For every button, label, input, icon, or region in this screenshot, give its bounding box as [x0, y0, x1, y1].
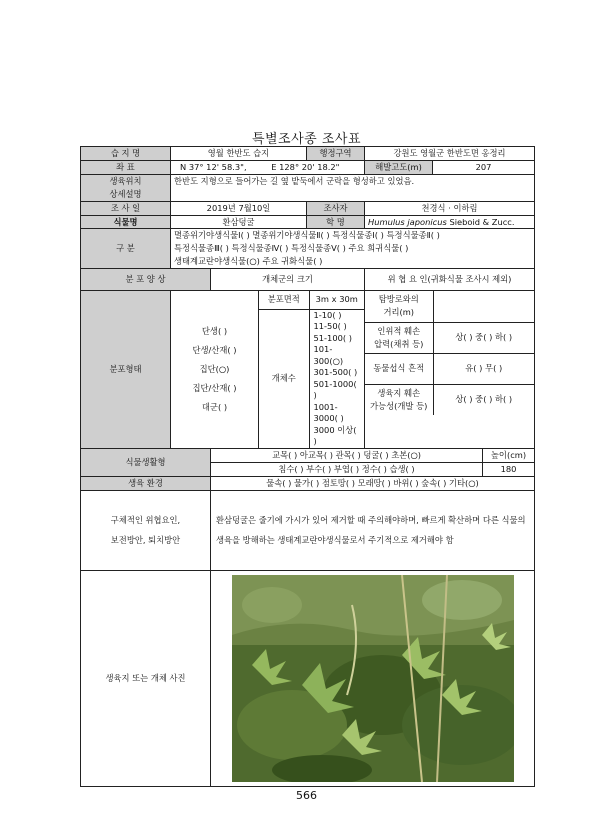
category-options	[171, 229, 535, 269]
threat-factors-header: 위 협 요 인(귀화식물 조사시 제외)	[365, 269, 535, 291]
threat-factors-inner	[365, 291, 534, 415]
location-detail-label	[81, 174, 171, 201]
location-label-line1: 생육위치	[109, 175, 142, 186]
distribution-area-label: 분포면적	[259, 291, 309, 309]
count-option: 51-100( )	[313, 332, 352, 343]
admin-area-value: 강원도 영월군 한반도면 옹정리	[365, 147, 535, 161]
coordinate-label: 좌 표	[81, 160, 171, 174]
count-option: 301-500( )	[313, 367, 358, 378]
habitat-damage-value: 상( ) 중( ) 하( )	[433, 384, 534, 415]
population-size-header: 개체군의 크기	[211, 269, 365, 291]
human-damage-value: 상( ) 중( ) 하( )	[433, 322, 534, 353]
plant-photo	[232, 575, 514, 782]
height-value: 180	[483, 462, 535, 476]
life-form-label: 식물생활형	[81, 448, 211, 476]
distribution-form-option: 단생( )	[201, 325, 228, 336]
population-size-cell	[259, 291, 365, 449]
count-option: 501-1000( )	[313, 378, 357, 401]
scientific-name-author: Sieboid & Zucc.	[449, 216, 515, 227]
photo-label: 생육지 또는 개체 사진	[81, 570, 211, 786]
plant-name-value: 환삼덩굴	[171, 215, 307, 229]
admin-area-label: 행정구역	[307, 147, 365, 161]
habitat-damage-label-line2: 가능성(개발 등)	[370, 400, 428, 411]
plant-name-label: 식물명	[81, 215, 171, 229]
habitat-env-value: 물속( ) 물가( ) 점토땅( ) 모래땅( ) 바위( ) 숲속( ) 기타(○)	[211, 476, 535, 490]
scientific-name-label: 학 명	[307, 215, 365, 229]
human-damage-label-line1: 인위적 훼손	[377, 325, 421, 336]
coordinate-north: N 37° 12' 58.3",	[180, 161, 247, 172]
distribution-form-options	[171, 291, 259, 449]
distribution-area-value: 3m x 30m	[309, 291, 364, 309]
count-option: 101-300(○)	[313, 344, 344, 366]
coordinate-value	[171, 160, 365, 174]
scientific-name-value	[365, 215, 535, 229]
distribution-form-option: 대군( )	[201, 401, 228, 412]
surveyor-label: 조사자	[307, 201, 365, 215]
location-detail-value: 한반도 지형으로 들어가는 길 옆 밭둑에서 군락을 형성하고 있었음.	[171, 174, 535, 201]
survey-table	[80, 146, 535, 787]
wetland-name-value: 영월 한반도 습지	[171, 147, 307, 161]
threat-factors-cell	[365, 291, 535, 449]
distribution-form-label: 분포형태	[81, 291, 171, 449]
altitude-label: 해발고도(m)	[365, 160, 433, 174]
distribution-form-option: 집단(○)	[199, 363, 230, 374]
page-number: 566	[296, 789, 317, 802]
trail-distance-label-line2: 거리(m)	[383, 307, 415, 318]
population-size-inner	[259, 291, 364, 448]
human-damage-label-line2: 압력(채취 등)	[374, 338, 424, 349]
measures-label	[81, 490, 211, 570]
category-label: 구 분	[81, 229, 171, 269]
wetland-name-label: 습 지 명	[81, 147, 171, 161]
count-option: 11-50( )	[313, 321, 347, 332]
animal-feeding-value: 유( ) 무( )	[433, 353, 534, 384]
measures-label-line1: 구체적인 위협요인,	[110, 515, 181, 526]
distribution-form-option: 단생/산재( )	[192, 344, 237, 355]
category-line: 생태계교란야생식물(○) 주요 귀화식물( )	[174, 256, 323, 267]
photo-cell	[211, 570, 535, 786]
individual-count-label: 개체수	[259, 309, 309, 448]
category-line: 멸종위기야생식물Ⅰ( ) 멸종위기야생식물Ⅱ( ) 특정식물종Ⅰ( ) 특정식물종Ⅱ( )	[174, 230, 440, 241]
surveyor-value: 천경식 · 이하림	[365, 201, 535, 215]
height-label: 높이(cm)	[483, 448, 535, 462]
individual-count-options	[309, 309, 364, 448]
scientific-name-binomial: Humulus japonicus	[368, 216, 447, 227]
animal-feeding-label: 동물섭식 흔적	[365, 353, 433, 384]
distribution-pattern-header: 분 포 양 상	[81, 269, 211, 291]
trail-distance-value	[433, 291, 534, 322]
page-title: 특별조사종 조사표	[251, 132, 362, 147]
survey-date-value: 2019년 7월10일	[171, 201, 307, 215]
survey-date-label: 조 사 일	[81, 201, 171, 215]
habitat-damage-label	[365, 384, 433, 415]
location-label-line2: 상세설명	[109, 188, 142, 199]
human-damage-label	[365, 322, 433, 353]
habitat-damage-label-line1: 생육지 훼손	[377, 387, 421, 398]
life-form-line2: 침수( ) 부수( ) 부엽( ) 정수( ) 습생( )	[211, 462, 483, 476]
coordinate-east: E 128° 20' 18.2"	[271, 161, 340, 172]
altitude-value: 207	[433, 160, 535, 174]
trail-distance-label	[365, 291, 433, 322]
habitat-env-label: 생육 환경	[81, 476, 211, 490]
category-line: 특정식물종Ⅲ( ) 특정식물종Ⅳ( ) 특정식물종Ⅴ( ) 주요 희귀식물( )	[174, 243, 409, 254]
trail-distance-label-line1: 탐방로와의	[378, 294, 419, 305]
count-option: 1-10( )	[313, 309, 342, 320]
measures-label-line2: 보전방안, 퇴치방안	[110, 535, 181, 546]
count-option: 3000 이상( )	[313, 424, 357, 447]
count-option: 1001-3000( )	[313, 401, 344, 424]
distribution-form-option: 집단/산재( )	[192, 382, 237, 393]
measures-text: 환삼덩굴은 줄기에 가시가 있어 제거할 때 주의해야하며, 빠르게 확산하며 다른 식물의 생육을 방해하는 생태계교란야생식물로서 주기적으로 제거해야 함	[211, 490, 535, 570]
life-form-line1: 교목( ) 아교목( ) 관목( ) 덩굴( ) 초본(○)	[211, 448, 483, 462]
